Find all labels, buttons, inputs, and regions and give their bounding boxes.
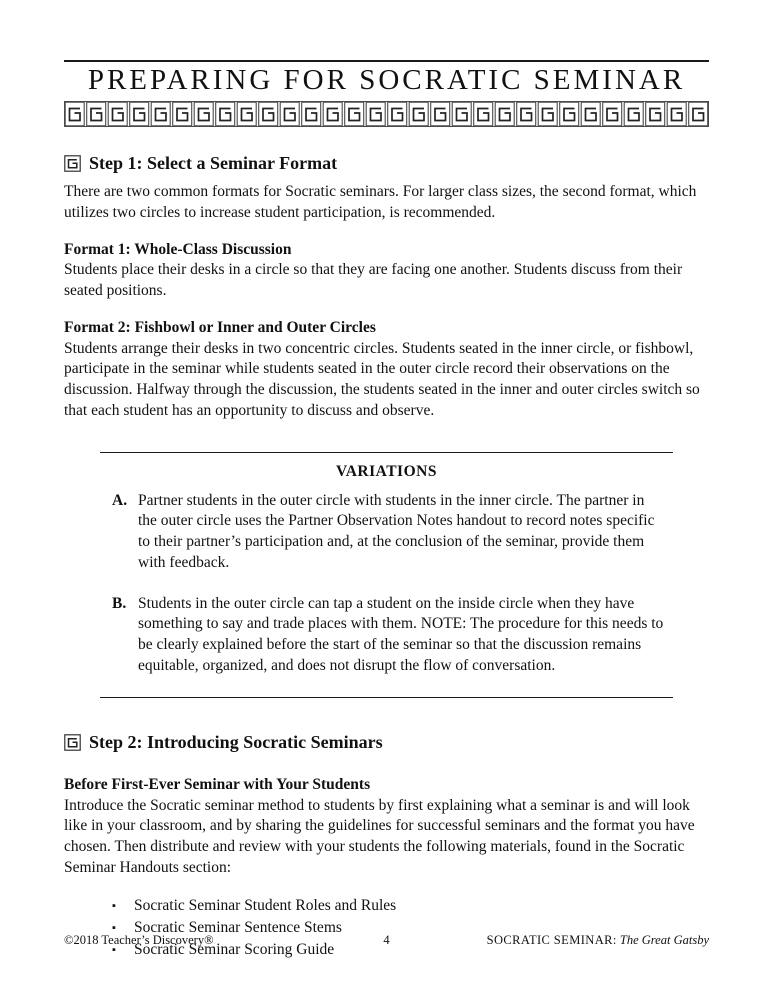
variation-b-text: Students in the outer circle can tap a student on the inside circle when they have something to say and trade places with them. NOTE: The procedure for this needs to be clearly explained before the start of the seminar so that the discussion remains equitable, organized, and does not disrupt the flow of conversation. bbox=[138, 594, 664, 675]
variations-heading: VARIATIONS bbox=[336, 462, 437, 480]
step2-heading bbox=[64, 732, 709, 753]
footer-series-label: SOCRATIC SEMINAR: bbox=[486, 933, 617, 947]
material-label: Socratic Seminar Scoring Guide bbox=[134, 940, 335, 958]
step2-body: Introduce the Socratic seminar method to students by first explaining what a seminar is and will look like in your classroom, and by sharing the guidelines for successful seminars and the format you have chosen. Then distribute and review with your students the following materials, found in the Socratic Seminar Handouts section: bbox=[64, 796, 695, 876]
square-bullet-icon: ▪ bbox=[112, 943, 116, 956]
page-title: PREPARING FOR SOCRATIC SEMINAR bbox=[87, 64, 686, 96]
step1-heading bbox=[64, 153, 709, 174]
step2-heading-text: Step 2: Introducing Socratic Seminars bbox=[89, 731, 383, 752]
footer-book-ref bbox=[390, 933, 709, 948]
step1-heading-text: Step 1: Select a Seminar Format bbox=[89, 153, 338, 173]
variation-item-b bbox=[100, 594, 673, 677]
square-bullet-icon: ▪ bbox=[112, 921, 116, 934]
before-seminar-heading: Before First-Ever Seminar with Your Students bbox=[64, 775, 371, 793]
step1-intro: There are two common formats for Socratic seminars. For larger class sizes, the second format, which utilizes two circles to increase student participation, is recommended. bbox=[64, 183, 697, 221]
greek-key-icon bbox=[64, 734, 81, 751]
greek-key-icon bbox=[64, 155, 81, 172]
material-label: Socratic Seminar Sentence Stems bbox=[134, 918, 342, 936]
greek-key-border bbox=[64, 101, 709, 127]
materials-list bbox=[112, 895, 709, 961]
format2-heading: Format 2: Fishbowl or Inner and Outer Circles bbox=[64, 318, 376, 336]
masthead bbox=[64, 60, 709, 127]
title-rule bbox=[64, 60, 709, 62]
variation-b-label: B. bbox=[112, 594, 127, 612]
page-footer bbox=[64, 933, 709, 948]
list-item bbox=[112, 895, 709, 917]
footer-copyright: ©2018 Teacher’s Discovery® bbox=[64, 933, 214, 947]
footer-book-title: The Great Gatsby bbox=[619, 933, 709, 947]
footer-page-number: 4 bbox=[383, 933, 390, 947]
variation-a-label: A. bbox=[112, 491, 128, 509]
variation-a-text: Partner students in the outer circle with students in the inner circle. The partner in the outer circle uses the Partner Observation Notes handout to record notes specific to their partner’s participation and, at the conclusion of the seminar, provide them with feedback. bbox=[138, 491, 655, 571]
variation-item-a bbox=[100, 491, 673, 574]
format2-body: Students arrange their desks in two concentric circles. Students seated in the inner circle, or fishbowl, participate in the seminar while students seated in the outer circle record their observations on the discussion. Halfway through the discussion, the students seated in the inner and outer circles switch so that each student has an opportunity to discuss and observe. bbox=[64, 339, 700, 419]
format1-heading: Format 1: Whole-Class Discussion bbox=[64, 240, 292, 258]
square-bullet-icon: ▪ bbox=[112, 899, 116, 912]
step2-section bbox=[64, 732, 709, 961]
variations-box bbox=[100, 452, 673, 698]
material-label: Socratic Seminar Student Roles and Rules bbox=[134, 896, 397, 914]
format1-body: Students place their desks in a circle so that they are facing one another. Students discuss from their seated positions. bbox=[64, 261, 683, 300]
step1-section bbox=[64, 153, 709, 422]
